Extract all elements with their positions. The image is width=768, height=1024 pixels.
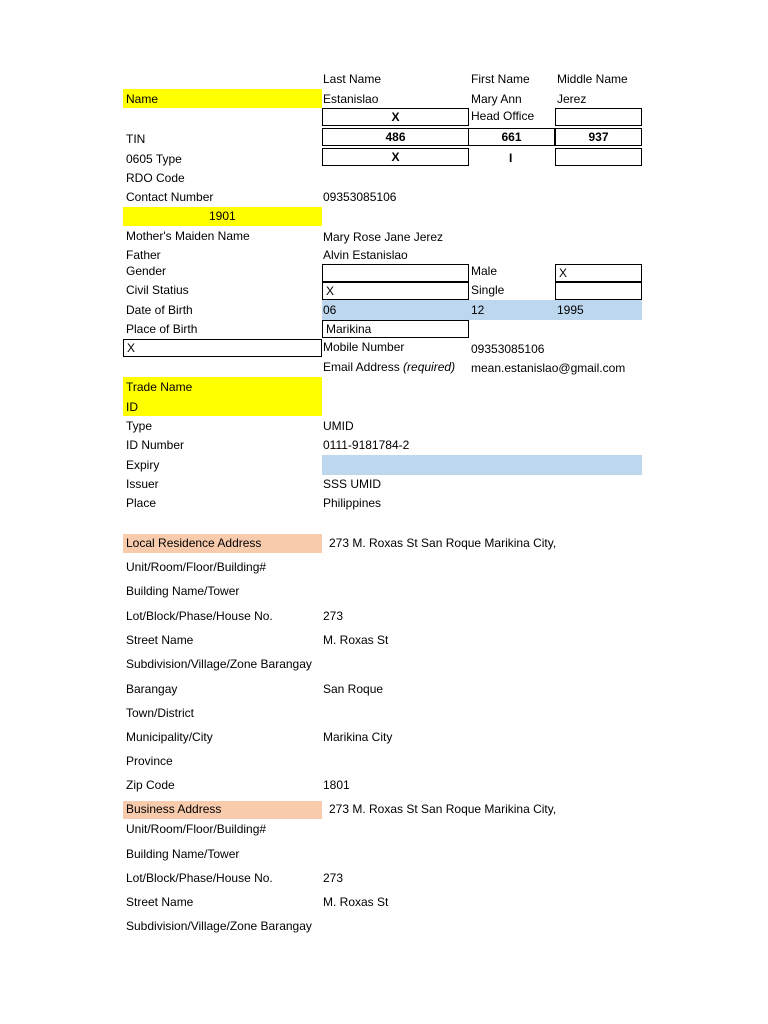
email-required-note: (required): [403, 360, 456, 374]
id-number-label: ID Number: [126, 438, 185, 452]
business-unit-label: Unit/Room/Floor/Building#: [126, 822, 267, 836]
contact-number-label: Contact Number: [126, 190, 214, 204]
email-label-text: Email Address: [323, 360, 400, 374]
business-lot-label: Lot/Block/Phase/House No.: [126, 871, 273, 885]
gender-label: Gender: [126, 264, 167, 278]
id-type-value: UMID: [323, 419, 354, 433]
civil-status-mark-box[interactable]: X: [322, 282, 469, 300]
type-0605-label: 0605 Type: [126, 152, 182, 166]
pob-value-box[interactable]: Marikina: [322, 320, 469, 338]
head-office-text: Head Office: [471, 109, 535, 123]
gender-option: Male: [471, 264, 498, 278]
office-mark-box[interactable]: X: [322, 108, 469, 126]
id-label: ID: [126, 400, 138, 414]
mobile-mark-box[interactable]: X: [123, 339, 322, 357]
local-zip-label: Zip Code: [126, 778, 175, 792]
business-address-label: Business Address: [126, 802, 222, 816]
local-address-label: Local Residence Address: [126, 536, 262, 550]
middle-name-header: Middle Name: [557, 72, 628, 86]
local-barangay-label: Barangay: [126, 682, 178, 696]
contact-number-value: 09353085106: [323, 190, 397, 204]
business-lot-value: 273: [323, 871, 344, 885]
local-unit-label: Unit/Room/Floor/Building#: [126, 560, 267, 574]
office-empty-box[interactable]: [555, 108, 642, 126]
dob-day: 12: [471, 303, 485, 317]
last-name-header: Last Name: [323, 72, 382, 86]
mother-label: Mother's Maiden Name: [126, 229, 250, 243]
civil-status-label: Civil Statius: [126, 283, 189, 297]
first-name-header: First Name: [471, 72, 530, 86]
local-lot-value: 273: [323, 609, 344, 623]
type-0605-empty-box[interactable]: [555, 148, 642, 166]
tin-part3[interactable]: 937: [555, 128, 642, 146]
id-place-label: Place: [126, 496, 157, 510]
mobile-value: 09353085106: [471, 342, 545, 356]
local-city-value: Marikina City: [323, 730, 393, 744]
middle-name-value: Jerez: [557, 92, 587, 106]
local-building-label: Building Name/Tower: [126, 584, 240, 598]
type-0605-value: I: [509, 151, 513, 165]
dob-label: Date of Birth: [126, 303, 193, 317]
expiry-highlight: [322, 455, 642, 475]
business-address-full: 273 M. Roxas St San Roque Marikina City,: [329, 802, 557, 816]
tin-part1[interactable]: 486: [322, 128, 469, 146]
local-subdivision-label: Subdivision/Village/Zone Barangay: [126, 657, 312, 671]
dob-year: 1995: [557, 303, 584, 317]
last-name-value: Estanislao: [323, 92, 379, 106]
local-zip-value: 1801: [323, 778, 350, 792]
id-type-label: Type: [126, 419, 153, 433]
father-label: Father: [126, 248, 161, 262]
local-address-full: 273 M. Roxas St San Roque Marikina City,: [329, 536, 557, 550]
gender-mark-box[interactable]: X: [555, 264, 642, 282]
mother-value: Mary Rose Jane Jerez: [323, 230, 444, 244]
business-street-label: Street Name: [126, 895, 194, 909]
business-subdivision-label: Subdivision/Village/Zone Barangay: [126, 919, 312, 933]
first-name-value: Mary Ann: [471, 92, 522, 106]
civil-status-empty-box[interactable]: [555, 282, 642, 300]
dob-month: 06: [323, 303, 337, 317]
local-city-label: Municipality/City: [126, 730, 213, 744]
id-place-value: Philippines: [323, 496, 382, 510]
mobile-label: Mobile Number: [323, 340, 405, 354]
local-street-value: M. Roxas St: [323, 633, 389, 647]
business-building-label: Building Name/Tower: [126, 847, 240, 861]
id-issuer-value: SSS UMID: [323, 477, 382, 491]
local-street-label: Street Name: [126, 633, 194, 647]
section-1901-title: 1901: [209, 209, 236, 223]
tin-part2[interactable]: 661: [469, 128, 555, 146]
email-label: [323, 360, 455, 375]
trade-name-label: Trade Name: [126, 380, 193, 394]
gender-empty-box[interactable]: [322, 264, 469, 282]
local-lot-label: Lot/Block/Phase/House No.: [126, 609, 273, 623]
id-expiry-label: Expiry: [126, 458, 160, 472]
local-town-label: Town/District: [126, 706, 195, 720]
father-value: Alvin Estanislao: [323, 248, 408, 262]
id-issuer-label: Issuer: [126, 477, 159, 491]
pob-label: Place of Birth: [126, 322, 198, 336]
local-province-label: Province: [126, 754, 173, 768]
tin-label: TIN: [126, 132, 146, 146]
civil-status-option: Single: [471, 283, 505, 297]
id-number-value: 0111-9181784-2: [323, 438, 410, 452]
rdo-code-label: RDO Code: [126, 171, 185, 185]
type-0605-mark-box[interactable]: X: [322, 148, 469, 166]
local-barangay-value: San Roque: [323, 682, 384, 696]
name-label: Name: [126, 92, 159, 106]
business-street-value: M. Roxas St: [323, 895, 389, 909]
email-value: mean.estanislao@gmail.com: [471, 361, 626, 375]
